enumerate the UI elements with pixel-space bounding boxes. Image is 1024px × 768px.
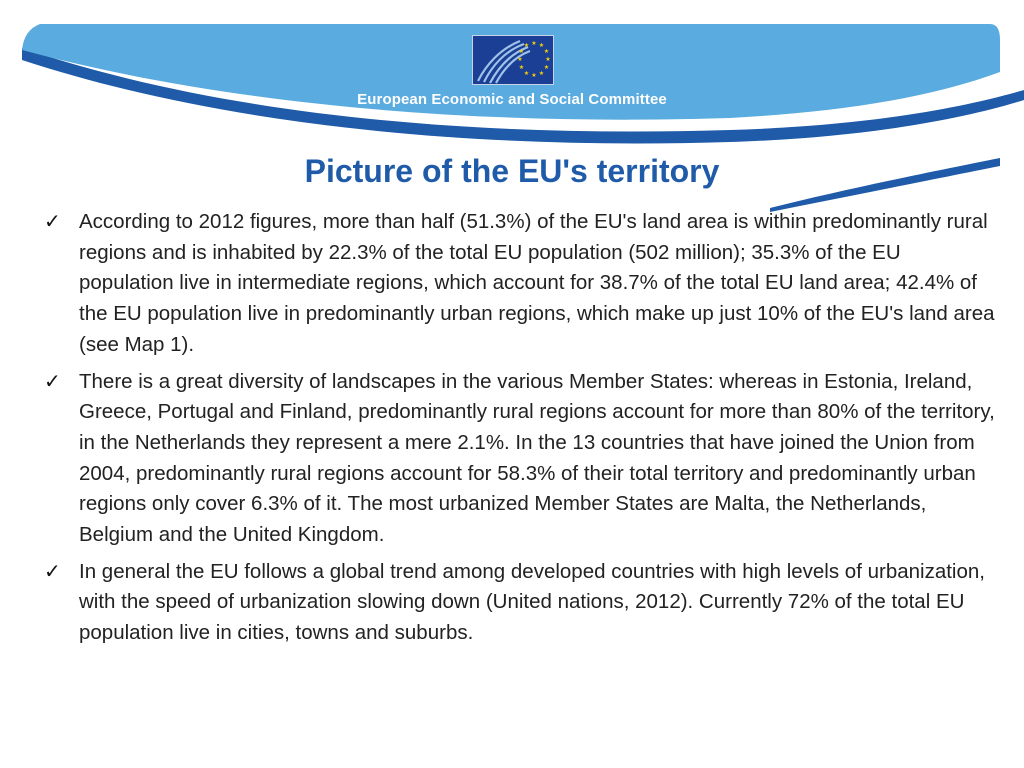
svg-text:★: ★ [523,70,530,77]
svg-text:★: ★ [545,56,551,63]
svg-text:★: ★ [538,70,545,77]
eesc-flag-logo-icon [472,35,554,85]
svg-text:★: ★ [518,48,525,55]
checkmark-icon: ✓ [44,560,61,583]
svg-text:★: ★ [531,40,537,47]
bullet-text: In general the EU follows a global trend among developed countries with high levels of urbanization, with the speed of urbanization slowing down (United nations, 2012). Currently 72% of the total EU population live in cities, towns and suburbs. [79,559,985,645]
page-title: Picture of the EU's territory [304,153,720,189]
svg-text:★: ★ [518,64,525,71]
list-item [40,207,1000,361]
bullet-text: According to 2012 figures, more than half (51.3%) of the EU's land area is within predominantly rural regions and is inhabited by 22.3% of the total EU population (502 million); 35.3% of the EU population live in intermediate regions, which account for 38.7% of the total EU land area; 42.4% of the EU population live in predominantly urban regions, which make up just 10% of the EU's land area (see Map 1). [79,210,995,356]
organization-name: European Economic and Social Committee [357,91,667,108]
list-item [40,367,1000,551]
checkmark-icon: ✓ [44,211,61,233]
bullet-text: There is a great diversity of landscapes in the various Member States: whereas in Estonia, Ireland, Greece, Portugal and Finland, predominantly rural regions account for more than 80% of the territory, in the Netherlands they represent a mere 2.1%. In the 13 countries that have joined the Union from 2004, predominantly rural regions account for 58.3% of their total territory and predominantly urban regions only cover 6.3% of it. The most urbanized Member States are Malta, the Netherlands, Belgium and the United Kingdom. [79,369,995,547]
svg-text:★: ★ [543,48,550,55]
svg-text:★: ★ [543,64,550,71]
list-item [40,557,1000,649]
svg-text:★: ★ [538,42,545,49]
svg-text:★: ★ [531,72,537,79]
svg-text:★: ★ [523,42,530,49]
checkmark-icon: ✓ [44,370,61,393]
svg-text:★: ★ [517,56,523,63]
bullet-list [40,207,1000,655]
